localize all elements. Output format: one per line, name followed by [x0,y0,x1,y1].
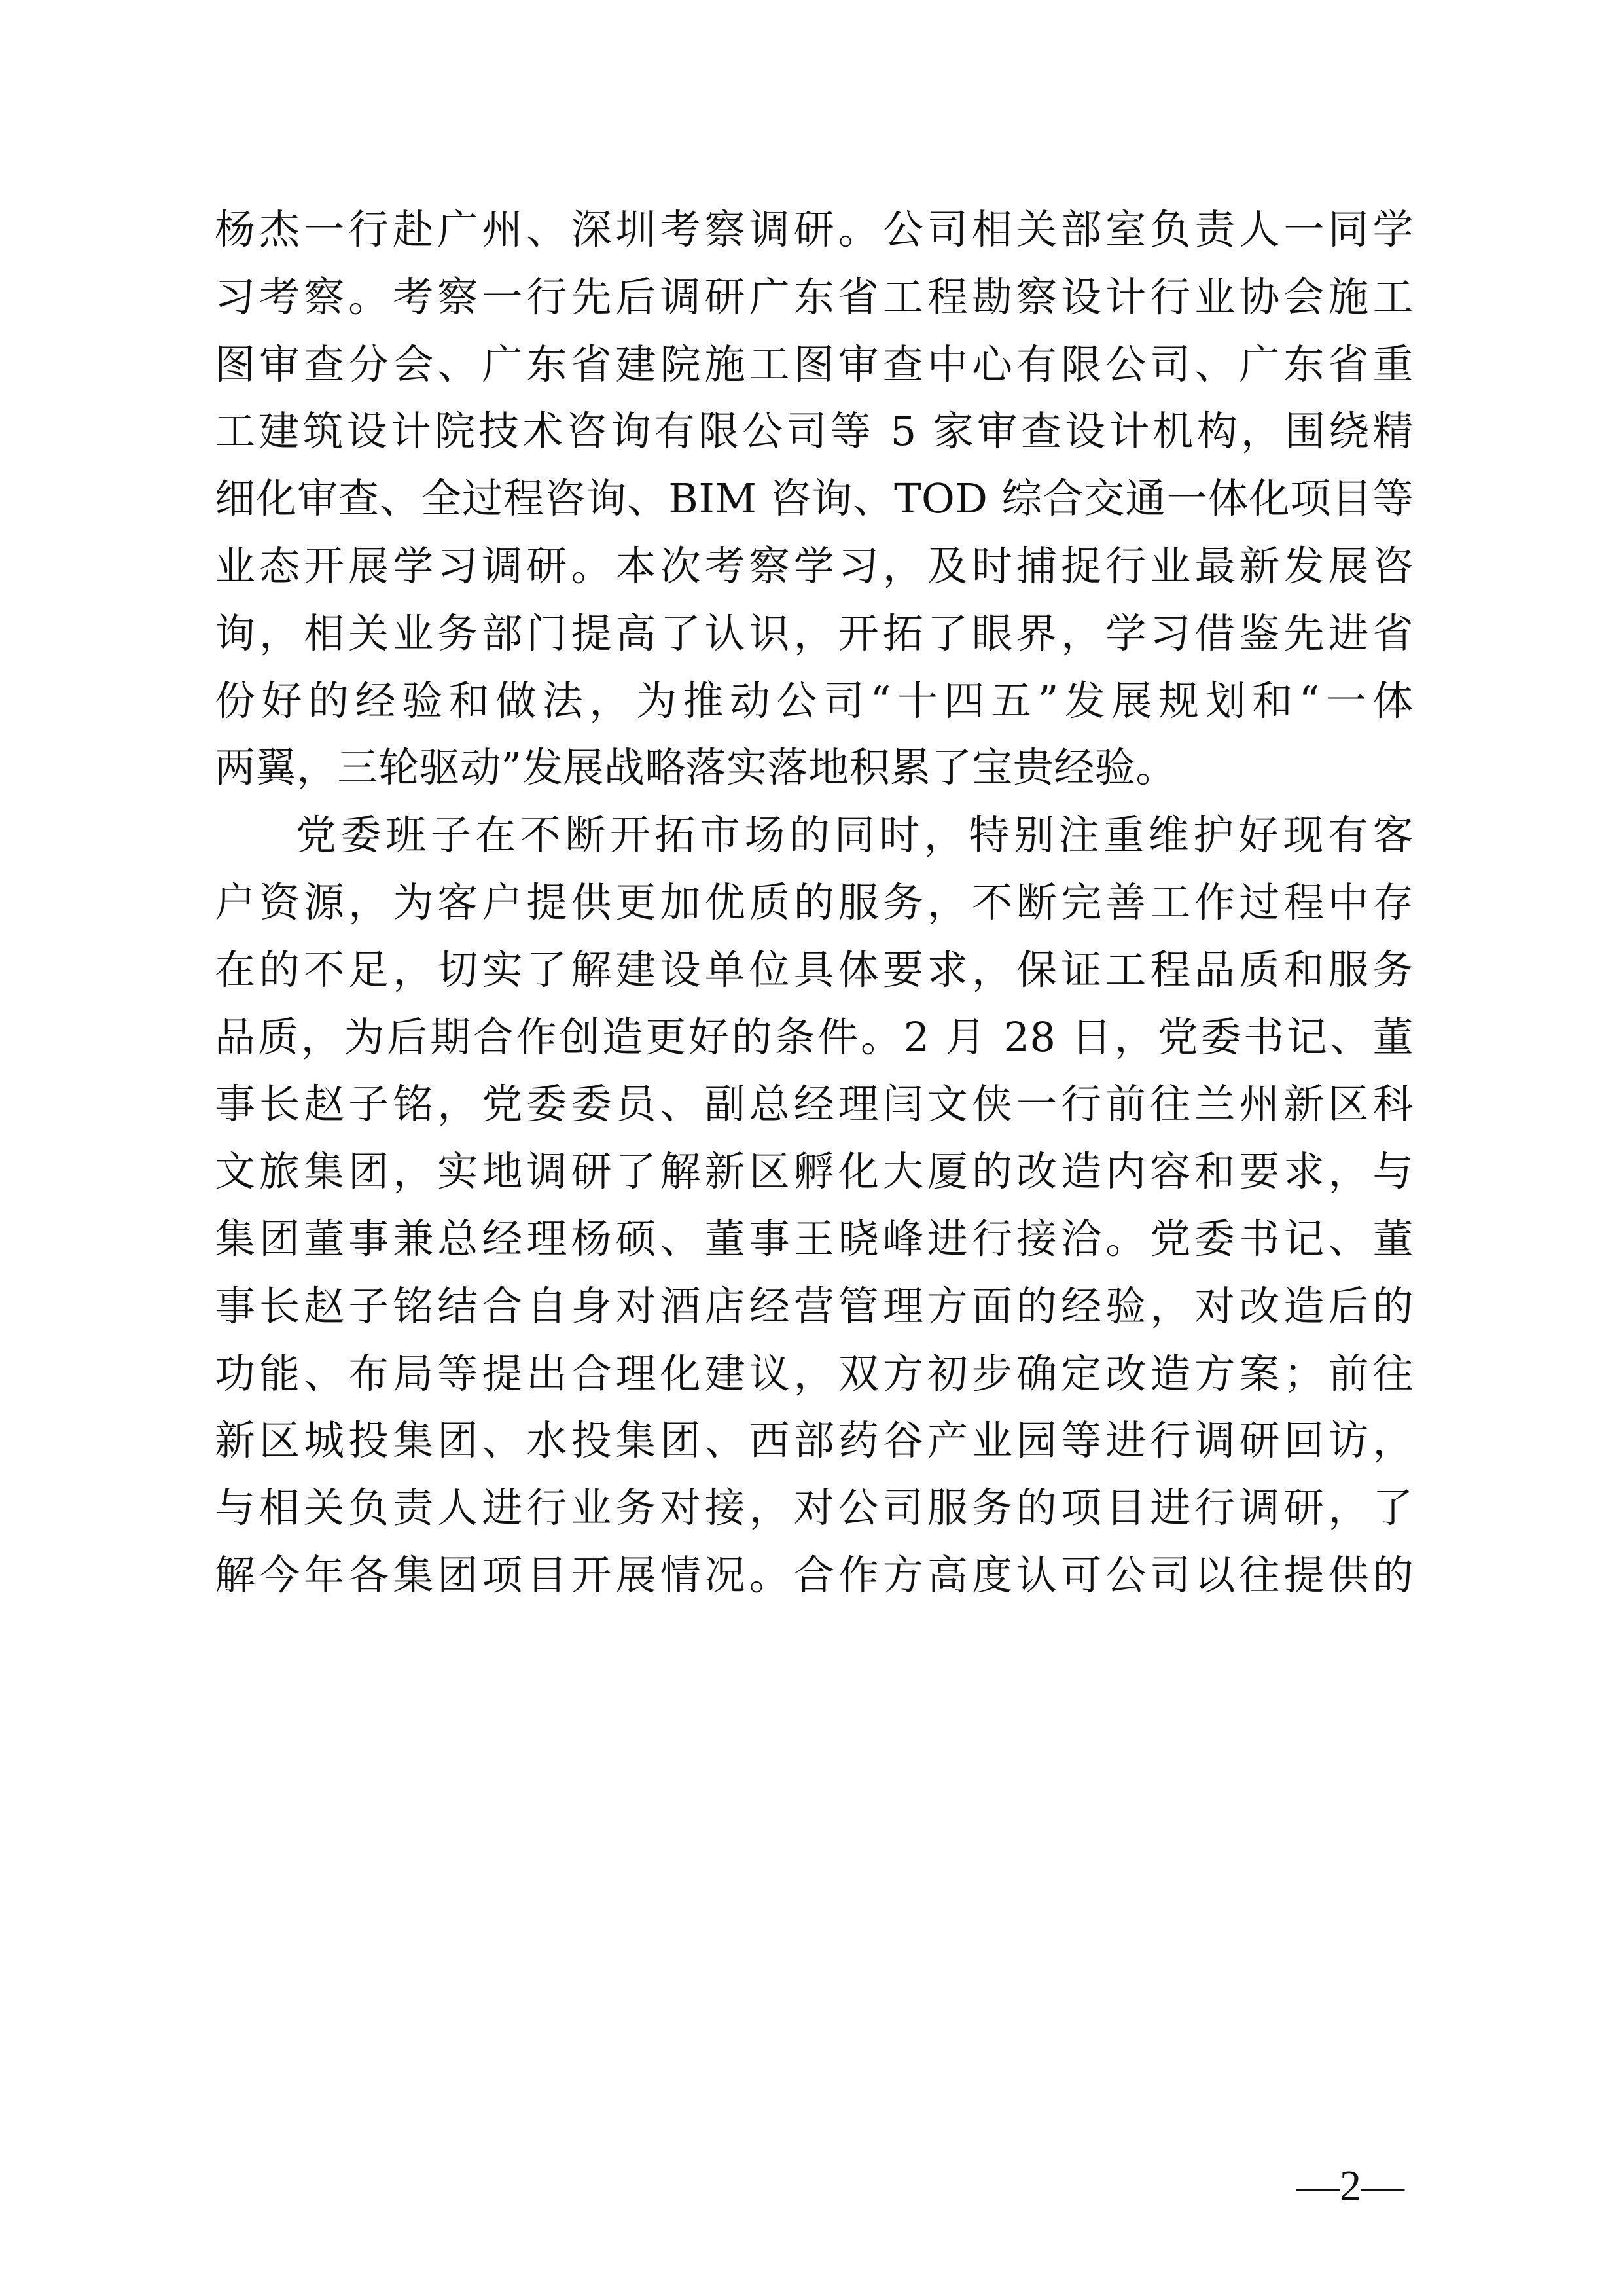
text-line: 份好的经验和做法，为推动公司“十四五”发展规划和“一体 [215,676,1414,725]
text-line: 文旅集团，实地调研了解新区孵化大厦的改造内容和要求，与 [215,1147,1414,1196]
text-line: 在的不足，切实了解建设单位具体要求，保证工程品质和服务 [215,945,1414,994]
text-line: 新区城投集团、水投集团、西部药谷产业园等进行调研回访， [215,1416,1414,1465]
text-line: 集团董事兼总经理杨硕、董事王晓峰进行接洽。党委书记、董 [215,1214,1414,1263]
text-line: 细化审查、全过程咨询、BIM 咨询、TOD 综合交通一体化项目等 [215,475,1414,523]
text-line: 业态开展学习调研。本次考察学习，及时捕捉行业最新发展咨 [215,541,1414,590]
body-text [215,196,1414,1609]
text-line: 询，相关业务部门提高了认识，开拓了眼界，学习借鉴先进省 [215,609,1414,657]
text-line: 图审查分会、广东省建院施工图审查中心有限公司、广东省重 [215,340,1414,388]
text-line: 杨杰一行赴广州、深圳考察调研。公司相关部室负责人一同学 [215,206,1414,253]
text-line: 品质，为后期合作创造更好的条件。2 月 28 日，党委书记、董 [215,1013,1414,1061]
text-line: 事长赵子铭结合自身对酒店经营管理方面的经验，对改造后的 [215,1282,1414,1330]
text-line: 功能、布局等提出合理化建议，双方初步确定改造方案；前往 [215,1349,1414,1397]
text-line: 户资源，为客户提供更加优质的服务，不断完善工作过程中存 [215,878,1414,926]
text-line: 事长赵子铭，党委委员、副总经理闫文侠一行前往兰州新区科 [215,1080,1414,1128]
text-line: 工建筑设计院技术咨询有限公司等 5 家审查设计机构，围绕精 [215,407,1414,456]
text-line: 党委班子在不断开拓市场的同时，特别注重维护好现有客 [296,811,1414,859]
text-line: 与相关负责人进行业务对接，对公司服务的项目进行调研，了 [215,1484,1414,1532]
text-line: 解今年各集团项目开展情况。合作方高度认可公司以往提供的 [215,1551,1414,1599]
page-number: —2— [1296,2162,1404,2210]
text-line: 两翼，三轮驱动”发展战略落实落地积累了宝贵经验。 [215,744,1177,792]
text-line: 习考察。考察一行先后调研广东省工程勘察设计行业协会施工 [215,272,1414,321]
